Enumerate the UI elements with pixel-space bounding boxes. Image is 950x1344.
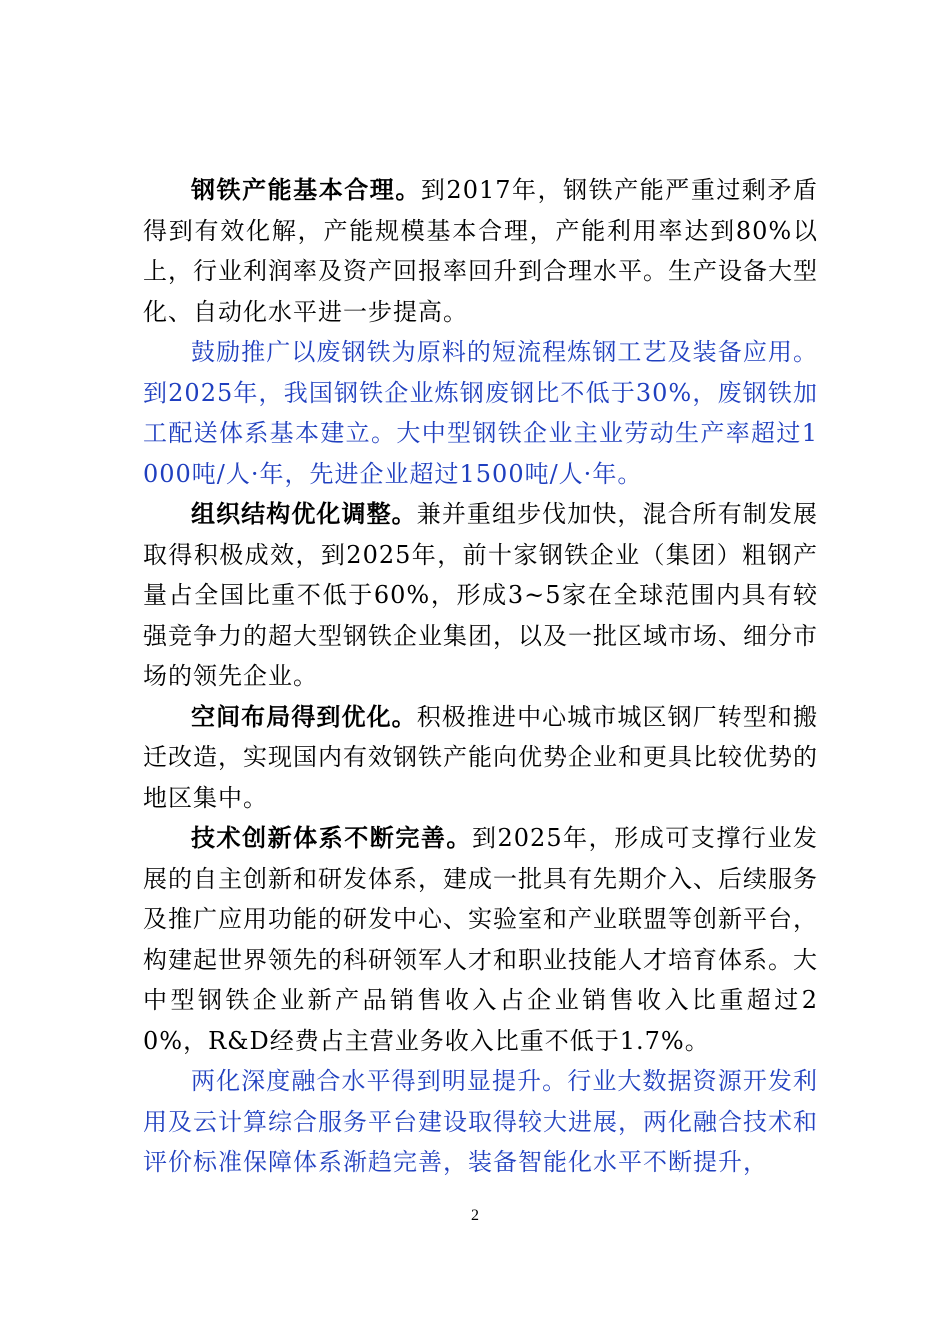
- paragraph-text: 到2025年，形成可支撑行业发展的自主创新和研发体系，建成一批具有先期介入、后续服务及推广应用功能的研发中心、实验室和产业联盟等创新平台，构建起世界领先的科研领军人才和职业技能人才培育体系。大中型钢铁企业新产品销售收入占企业销售收入比重超过20%，R&D经费占主营业务收入比重不低于1.7%。: [143, 824, 819, 1055]
- paragraph-text: 两化深度融合水平得到明显提升。行业大数据资源开发利用及云计算综合服务平台建设取得较大进展，两化融合技术和评价标准保障体系渐趋完善，装备智能化水平不断提升，: [143, 1067, 818, 1176]
- paragraph-spatial-layout: [143, 697, 818, 819]
- paragraph-lead: 空间布局得到优化。: [191, 702, 417, 731]
- paragraph-tech-innovation: [143, 818, 818, 1061]
- paragraph-text: 到2017年，钢铁产能严重过剩矛盾得到有效化解，产能规模基本合理，产能利用率达到80%以上，行业利润率及资产回报率回升到合理水平。生产设备大型化、自动化水平进一步提高。: [143, 176, 819, 326]
- paragraph-text: 鼓励推广以废钢铁为原料的短流程炼钢工艺及装备应用。到2025年，我国钢铁企业炼钢废钢比不低于30%，废钢铁加工配送体系基本建立。大中型钢铁企业主业劳动生产率超过1000吨/人·年，先进企业超过1500吨/人·年。: [143, 338, 818, 488]
- paragraph-scrap-steel: [143, 332, 818, 494]
- paragraph-text: 积极推进中心城市城区钢厂转型和搬迁改造，实现国内有效钢铁产能向优势企业和更具比较优势的地区集中。: [143, 702, 818, 812]
- paragraph-lead: 组织结构优化调整。: [191, 500, 417, 528]
- paragraph-steel-capacity: [143, 170, 818, 332]
- paragraph-lead: 钢铁产能基本合理。: [191, 176, 421, 204]
- document-body: [143, 170, 818, 1183]
- paragraph-org-structure: [143, 494, 818, 697]
- paragraph-two-integration: [143, 1061, 818, 1183]
- paragraph-lead: 技术创新体系不断完善。: [191, 824, 472, 852]
- page-number: 2: [471, 1207, 479, 1224]
- paragraph-text: 兼并重组步伐加快，混合所有制发展取得积极成效，到2025年，前十家钢铁企业（集团）粗钢产量占全国比重不低于60%，形成3~5家在全球范围内具有较强竞争力的超大型钢铁企业集团，以及一批区域市场、细分市场的领先企业。: [143, 500, 818, 690]
